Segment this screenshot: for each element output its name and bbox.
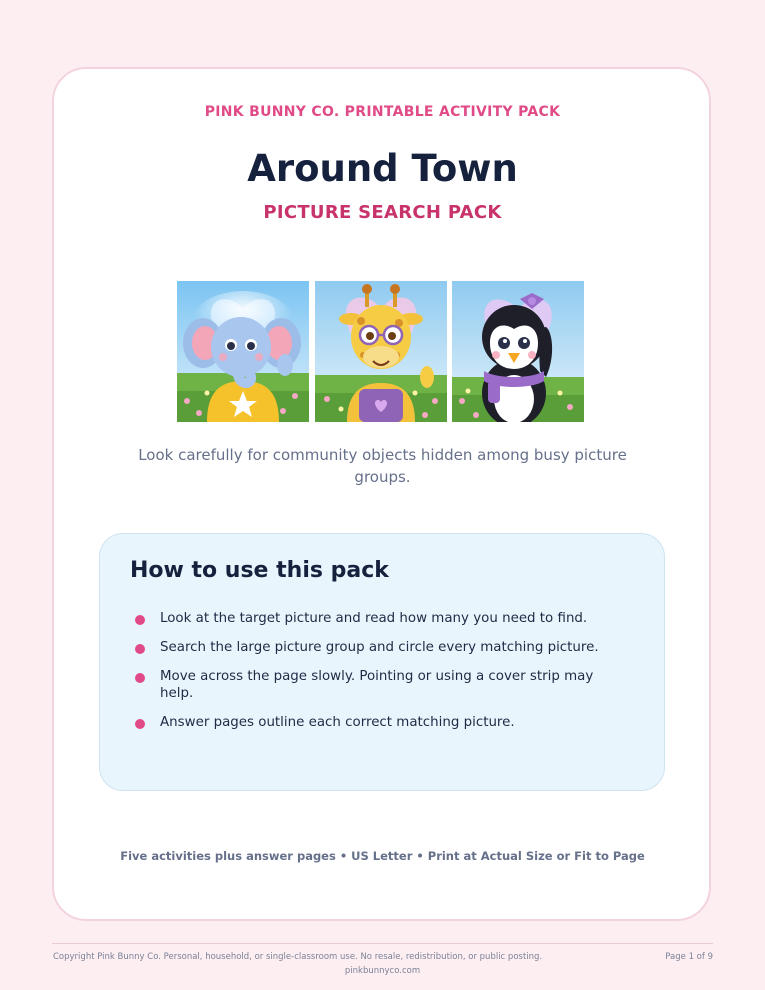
list-item: [100, 714, 664, 731]
bullet-dot-icon: [135, 719, 145, 729]
giraffe-illustration: [315, 281, 447, 422]
brand-eyebrow: PINK BUNNY CO. PRINTABLE ACTIVITY PACK: [204, 104, 561, 120]
intro-text: Look carefully for community objects hidden among busy picture groups.: [138, 446, 627, 486]
bullet-dot-icon: [135, 673, 145, 683]
list-item: [100, 610, 664, 627]
bullet-dot-icon: [135, 644, 145, 654]
penguin-illustration: [452, 281, 584, 422]
bullet-dot-icon: [135, 615, 145, 625]
list-item: [100, 668, 664, 702]
how-to-list: [100, 610, 664, 743]
list-item-text: Look at the target picture and read how many you need to find.: [160, 611, 588, 626]
page-title: Around Town: [247, 147, 518, 190]
pack-details-note: Five activities plus answer pages • US Letter • Print at Actual Size or Fit to Page: [120, 849, 645, 863]
how-to-title: How to use this pack: [130, 558, 389, 583]
cover-card: [52, 67, 711, 921]
footer-divider: [52, 943, 713, 944]
page-subtitle: PICTURE SEARCH PACK: [263, 202, 502, 223]
website-url: pinkbunnyco.com: [344, 966, 421, 976]
how-to-panel: [99, 533, 665, 791]
page-number: Page 1 of 9: [665, 952, 713, 962]
elephant-illustration: [177, 281, 309, 422]
list-item-text: Answer pages outline each correct matching picture.: [160, 715, 515, 730]
copyright-text: Copyright Pink Bunny Co. Personal, household, or single-classroom use. No resale, redistribution, or public posting.: [53, 952, 543, 962]
list-item-text: Move across the page slowly. Pointing or using a cover strip may help.: [160, 669, 594, 701]
list-item: [100, 639, 664, 656]
list-item-text: Search the large picture group and circle every matching picture.: [160, 640, 599, 655]
